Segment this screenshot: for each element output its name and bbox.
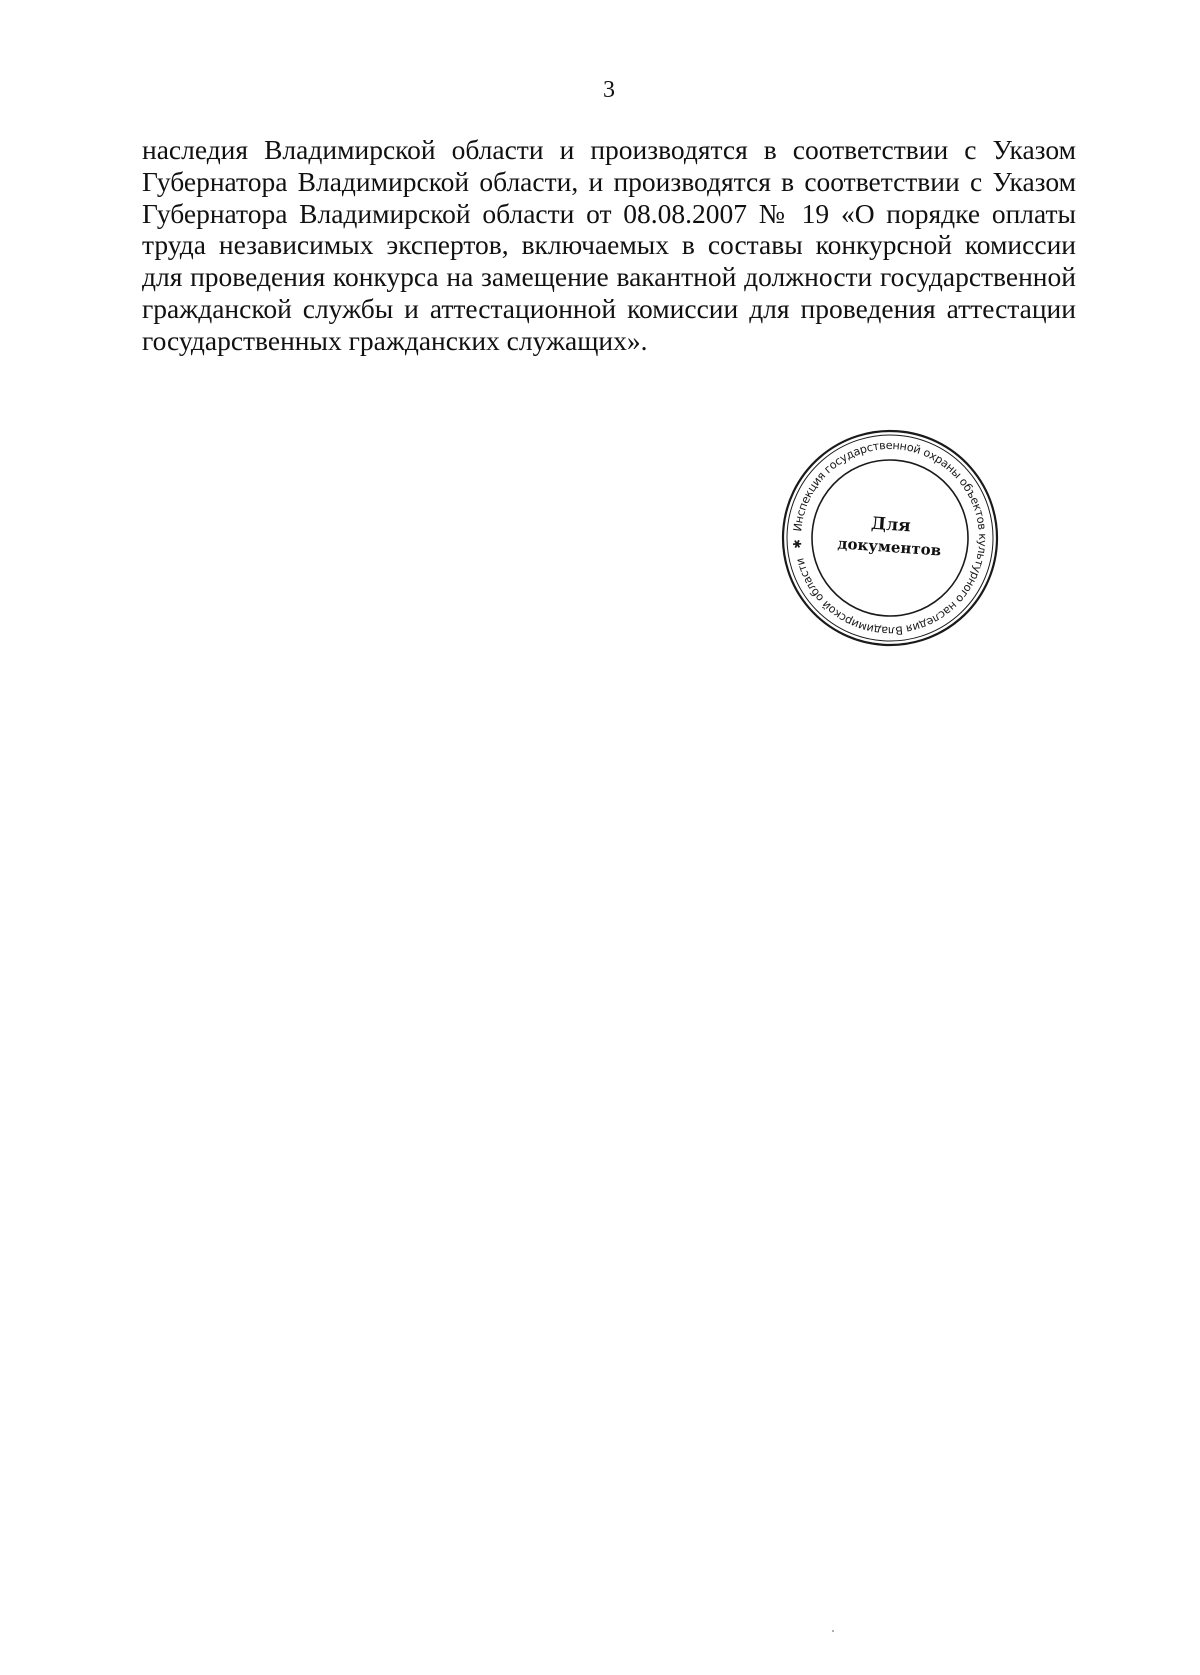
- scan-speck: [832, 1630, 834, 1632]
- stamp-graphic: [770, 418, 1009, 657]
- body-paragraph: наследия Владимирской области и производятся в соответствии с Указом Губернатора Владимирской области, и производятся в соответствии с Указом Губернатора Владимирской области от 08.08.2007 № 19 «О порядке оплаты труда независимых экспертов, включаемых в составы конкурсной комиссии для проведения конкурса на замещение вакантной должности государственной гражданской службы и аттестационной комиссии для проведения аттестации государственных гражданских служащих».: [142, 134, 1076, 356]
- stamp-ring-text: Инспекция государственной охраны объектов культурного наследия Владимирской области ✱: [790, 438, 990, 638]
- page-number: 3: [603, 77, 615, 103]
- stamp-center-line2: документов: [837, 534, 942, 560]
- official-stamp: [770, 418, 1009, 657]
- stamp-center-line1: Для: [870, 513, 912, 537]
